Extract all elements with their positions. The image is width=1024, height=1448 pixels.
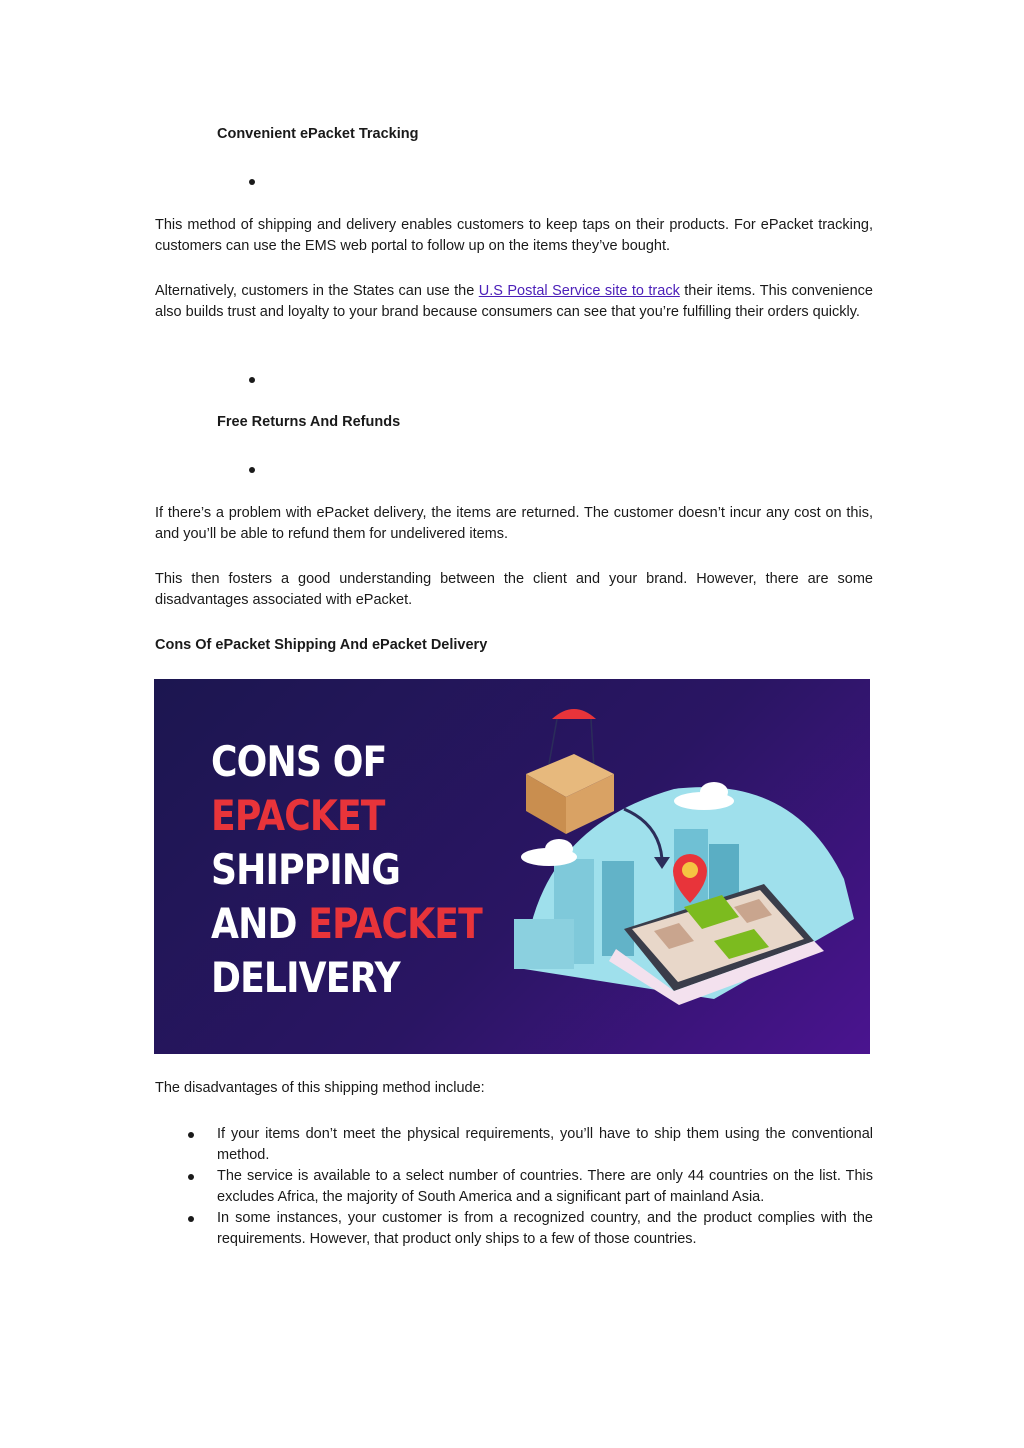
banner-line-4-white: AND [211,899,309,948]
banner-line-2: EPACKET [211,791,385,840]
disadvantages-list [155,1124,873,1250]
heading-free-returns: Free Returns And Refunds [217,414,401,430]
cons-banner-image [154,679,870,1054]
tracking-paragraph-2-start: Alternatively, customers in the States can use the [155,283,479,299]
tracking-paragraph-2 [155,281,873,323]
list-item [155,1124,873,1166]
disadvantages-intro: The disadvantages of this shipping method include: [155,1080,485,1096]
tracking-paragraph-1: This method of shipping and delivery enables customers to keep taps on their products. For ePacket tracking, customers can use the EMS web portal to follow up on the items they’ve bought. [155,217,873,254]
bullet-icon [188,1216,194,1222]
returns-paragraph-2: This then fosters a good understanding between the client and your brand. However, there are some disadvantages associated with ePacket. [155,571,873,608]
list-item-text: The service is available to a select number of countries. There are only 44 countries on the list. This excludes Africa, the majority of South America and a significant part of mainland Asia. [217,1168,873,1205]
empty-bullet [249,467,255,473]
list-item [155,1166,873,1208]
list-item-text: In some instances, your customer is from a recognized country, and the product complies with the requirements. However, that product only ships to a few of those countries. [217,1210,873,1247]
banner-line-5: DELIVERY [211,953,400,1002]
tracking-paragraph-2-end: their items. This convenience also builds trust and loyalty to your brand because consumers can see that you’re fulfilling their orders quickly. [155,283,873,320]
returns-paragraph-1: If there’s a problem with ePacket delivery, the items are returned. The customer doesn’t incur any cost on this, and you’ll be able to refund them for undelivered items. [155,505,873,542]
bullet-icon [188,1174,194,1180]
empty-bullet [249,179,255,185]
bullet-icon [188,1132,194,1138]
delivery-illustration-icon [154,679,870,1054]
heading-convenient-tracking: Convenient ePacket Tracking [217,126,419,142]
list-item-text: If your items don’t meet the physical requirements, you’ll have to ship them using the conventional method. [217,1126,873,1163]
list-item [155,1208,873,1250]
empty-bullet [249,377,255,383]
banner-line-3: SHIPPING [211,845,401,894]
banner-line-1: CONS OF [211,737,387,786]
banner-line-4-red: EPACKET [308,899,482,948]
usps-tracking-link[interactable]: U.S Postal Service site to track [478,283,680,299]
heading-cons: Cons Of ePacket Shipping And ePacket Delivery [155,637,488,653]
